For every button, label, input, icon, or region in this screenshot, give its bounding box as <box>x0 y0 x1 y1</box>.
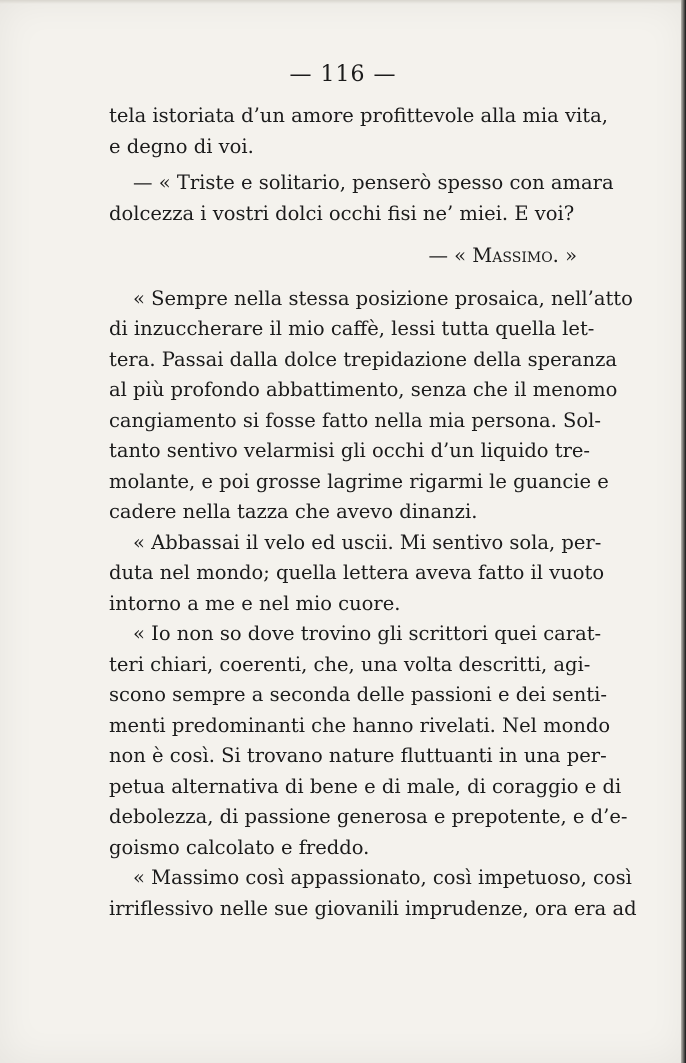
text-line: debolezza, di passione generosa e prepotente, e d’e- <box>109 805 628 828</box>
text-line: intorno a me e nel mio cuore. <box>109 591 401 615</box>
signature-line <box>109 241 615 272</box>
page-number: — 116 — <box>289 62 397 87</box>
text-line: dolcezza i vostri dolci occhi fisi ne’ miei. E voi? <box>109 201 575 225</box>
text-line: tela istoriata d’un amore profittevole alla mia vita, <box>109 104 608 127</box>
text-line: tanto sentivo velarmisi gli occhi d’un liquido tre- <box>109 439 591 462</box>
text-line: molante, e poi grosse lagrime rigarmi le guancie e <box>109 469 609 493</box>
text-line: al più profondo abbattimento, senza che il menomo <box>109 378 618 401</box>
text-line: menti predominanti che hanno rivelati. Nel mondo <box>109 713 611 737</box>
text-line: petua alternativa di bene e di male, di coraggio e di <box>109 774 622 798</box>
text-line: cadere nella tazza che avevo dinanzi. <box>109 500 478 523</box>
text-line: « Sempre nella stessa posizione prosaica, nell’atto <box>133 286 633 310</box>
page-top-edge <box>0 0 686 4</box>
text-line: duta nel mondo; quella lettera aveva fatto il vuoto <box>109 561 605 584</box>
text-line: teri chiari, coerenti, che, una volta descritti, agi- <box>109 652 591 676</box>
body-text <box>109 101 637 924</box>
text-line: scono sempre a seconda delle passioni e dei senti- <box>109 683 607 706</box>
text-line: tera. Passai dalla dolce trepidazione della speranza <box>109 347 618 371</box>
text-line: e degno di voi. <box>109 134 254 158</box>
text-line: « Massimo così appassionato, così impetuoso, così <box>133 866 632 889</box>
text-line: non è così. Si trovano nature fluttuanti in una per- <box>109 744 607 767</box>
page-right-edge <box>681 0 686 1063</box>
text-line: di inzuccherare il mio caffè, lessi tutta quella let- <box>109 317 595 340</box>
signature-text: — « Massimo. » <box>428 244 577 267</box>
text-line: cangiamento si fosse fatto nella mia persona. Sol- <box>109 408 601 432</box>
text-line: « Abbassai il velo ed uscii. Mi sentivo sola, per- <box>133 530 602 554</box>
text-line: goismo calcolato e freddo. <box>109 835 370 859</box>
text-line: irriflessivo nelle sue giovanili imprudenze, ora era ad <box>109 896 637 920</box>
text-line: « Io non so dove trovino gli scrittori quei carat- <box>133 622 602 645</box>
text-line: — « Triste e solitario, penserò spesso con amara <box>133 171 614 194</box>
